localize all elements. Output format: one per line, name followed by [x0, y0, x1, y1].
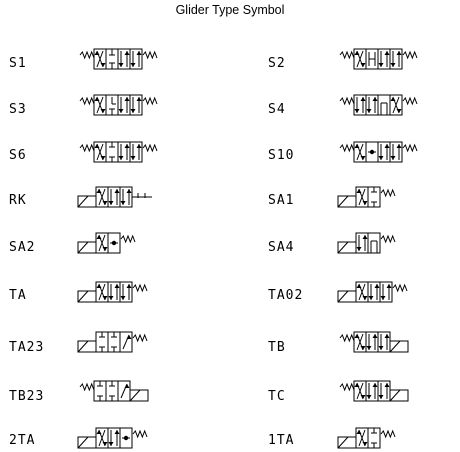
arrow-head	[119, 156, 124, 160]
label-sa4: SA4	[268, 240, 295, 255]
connect-dot	[112, 241, 116, 245]
spool-box-par	[118, 95, 130, 115]
label-2ta: 2TA	[9, 433, 36, 448]
symbol-tb	[338, 329, 448, 355]
symbol-ta02	[338, 279, 448, 305]
arrow-head	[391, 97, 396, 101]
arrow-head	[397, 144, 402, 148]
label-s3: S3	[9, 102, 27, 117]
symbol-sa1	[338, 184, 448, 210]
spring-actuator	[403, 98, 417, 104]
arrow-head	[125, 144, 130, 148]
arrow-head	[379, 63, 384, 67]
arrow-head	[387, 284, 392, 288]
symbol-tb23	[78, 378, 188, 404]
arrow-head	[125, 51, 130, 55]
arrow-head	[115, 430, 120, 434]
arrow-head	[355, 109, 360, 113]
spool-box-par	[378, 49, 390, 69]
spool-box-U	[378, 95, 390, 115]
solenoid-actuator-diagonal	[78, 196, 88, 207]
spring-actuator	[80, 52, 94, 58]
arrow-head	[367, 395, 372, 399]
label-sa2: SA2	[9, 240, 36, 255]
arrow-head	[357, 189, 362, 193]
diagram-title: Glider Type Symbol	[175, 3, 285, 17]
connect-dot	[124, 436, 128, 440]
spring-actuator	[143, 52, 157, 58]
arrow-head	[125, 97, 130, 101]
label-sa1: SA1	[268, 193, 295, 208]
arrow-head	[369, 296, 374, 300]
arrow-head	[137, 51, 142, 55]
symbol-1ta	[338, 425, 448, 451]
arrow-head	[355, 334, 360, 338]
spool-box-par	[378, 142, 390, 162]
arrow-head	[115, 284, 120, 288]
spring-actuator	[381, 236, 395, 242]
spring-actuator	[143, 98, 157, 104]
spring-actuator	[403, 52, 417, 58]
arrow-head	[385, 334, 390, 338]
symbol-s4	[338, 92, 448, 118]
arrow-head	[357, 430, 362, 434]
arrow-head	[103, 442, 108, 446]
spool-box-par	[356, 233, 368, 253]
arrow-head	[95, 144, 100, 148]
arrow-head	[119, 63, 124, 67]
arrow-head	[361, 156, 366, 160]
arrow-head	[127, 189, 132, 193]
spool-box-par	[378, 332, 390, 352]
spool-box-par	[366, 381, 378, 401]
spring-actuator	[133, 285, 147, 291]
arrow-head	[397, 51, 402, 55]
arrow-head	[355, 51, 360, 55]
spool-box-par	[108, 428, 120, 448]
spool-box-par	[130, 95, 142, 115]
arrow-head	[97, 189, 102, 193]
spool-box-par	[120, 282, 132, 302]
arrow-head	[101, 156, 106, 160]
spring-actuator	[143, 145, 157, 151]
arrow-head	[131, 109, 136, 113]
label-tc: TC	[268, 389, 286, 404]
spring-actuator	[340, 384, 354, 390]
symbol-tc	[338, 378, 448, 404]
symbol-ta23	[78, 329, 188, 355]
spring-actuator	[340, 335, 354, 341]
arrow-head	[115, 189, 120, 193]
symbol-sa4	[338, 230, 448, 256]
connect-dot	[370, 150, 374, 154]
spool-box-par	[108, 187, 120, 207]
arrow-head	[101, 109, 106, 113]
spool-box-U	[368, 233, 380, 253]
arrow-head	[127, 335, 132, 339]
arrow-head	[109, 201, 114, 205]
label-s10: S10	[268, 148, 295, 163]
arrow-head	[97, 430, 102, 434]
label-s6: S6	[9, 148, 27, 163]
arrow-head	[137, 144, 142, 148]
spring-actuator	[80, 98, 94, 104]
arrow-head	[109, 296, 114, 300]
arrow-head	[121, 296, 126, 300]
arrow-head	[131, 63, 136, 67]
arrow-head	[373, 97, 378, 101]
solenoid-actuator-diagonal	[78, 341, 88, 352]
solenoid-actuator-diagonal	[390, 390, 400, 401]
spool-box-par	[354, 95, 366, 115]
symbol-rk	[78, 184, 188, 210]
arrow-head	[355, 144, 360, 148]
arrow-head	[103, 201, 108, 205]
arrow-head	[363, 235, 368, 239]
solenoid-actuator-diagonal	[78, 437, 88, 448]
solenoid-actuator-diagonal	[338, 291, 348, 302]
spool-box-par	[390, 49, 402, 69]
arrow-head	[375, 284, 380, 288]
label-s4: S4	[268, 102, 286, 117]
label-tb: TB	[268, 340, 286, 355]
spool-box-par	[130, 142, 142, 162]
spool-box-par	[108, 282, 120, 302]
spool-box-par	[118, 49, 130, 69]
arrow-head	[103, 247, 108, 251]
spring-actuator	[381, 190, 395, 196]
label-ta23: TA23	[9, 340, 45, 355]
symbol-s6	[78, 139, 188, 165]
solenoid-actuator-diagonal	[338, 242, 348, 253]
spool-box-par	[366, 332, 378, 352]
spring-actuator	[393, 285, 407, 291]
spool-box-par	[390, 142, 402, 162]
symbol-sa2	[78, 230, 188, 256]
arrow-head	[127, 284, 132, 288]
arrow-head	[385, 383, 390, 387]
symbol-s2	[338, 46, 448, 72]
arrow-head	[373, 334, 378, 338]
spool-box-par	[118, 142, 130, 162]
spring-actuator	[403, 145, 417, 151]
arrow-head	[125, 384, 130, 388]
arrow-head	[361, 395, 366, 399]
arrow-head	[385, 51, 390, 55]
arrow-head	[95, 51, 100, 55]
arrow-head	[119, 109, 124, 113]
symbol-s1	[78, 46, 188, 72]
spring-actuator	[133, 335, 147, 341]
arrow-head	[363, 442, 368, 446]
spring-actuator	[381, 431, 395, 437]
arrow-head	[97, 284, 102, 288]
arrow-head	[137, 97, 142, 101]
arrow-head	[361, 346, 366, 350]
arrow-head	[357, 247, 362, 251]
arrow-head	[357, 284, 362, 288]
arrow-head	[379, 346, 384, 350]
arrow-head	[361, 97, 366, 101]
spring-actuator	[340, 98, 354, 104]
arrow-head	[101, 63, 106, 67]
arrow-head	[361, 63, 366, 67]
solenoid-actuator-diagonal	[338, 196, 348, 207]
arrow-head	[379, 395, 384, 399]
symbol-s10	[338, 139, 448, 165]
arrow-head	[97, 235, 102, 239]
spring-actuator	[340, 145, 354, 151]
label-ta02: TA02	[268, 288, 304, 303]
label-s1: S1	[9, 56, 27, 71]
spool-box-par	[120, 187, 132, 207]
spool-box-par	[378, 381, 390, 401]
arrow-head	[363, 201, 368, 205]
arrow-head	[367, 346, 372, 350]
spring-actuator	[80, 384, 94, 390]
arrow-head	[95, 97, 100, 101]
spool-box-par	[368, 282, 380, 302]
arrow-head	[355, 383, 360, 387]
label-1ta: 1TA	[268, 433, 295, 448]
spring-actuator	[133, 431, 147, 437]
spool-box-par	[366, 95, 378, 115]
label-s2: S2	[268, 56, 286, 71]
spring-actuator	[80, 145, 94, 151]
spool-box-par	[380, 282, 392, 302]
arrow-head	[367, 109, 372, 113]
arrow-head	[385, 144, 390, 148]
spool-box-par	[130, 49, 142, 69]
arrow-head	[381, 296, 386, 300]
arrow-head	[363, 296, 368, 300]
label-tb23: TB23	[9, 389, 45, 404]
solenoid-actuator-diagonal	[78, 291, 88, 302]
solenoid-actuator-diagonal	[78, 242, 88, 253]
spring-actuator	[340, 52, 354, 58]
solenoid-actuator-diagonal	[338, 437, 348, 448]
arrow-head	[379, 156, 384, 160]
arrow-head	[391, 63, 396, 67]
arrow-head	[121, 201, 126, 205]
arrow-head	[373, 383, 378, 387]
arrow-head	[391, 156, 396, 160]
label-ta: TA	[9, 288, 27, 303]
symbol-s3	[78, 92, 188, 118]
arrow-head	[131, 156, 136, 160]
solenoid-actuator-diagonal	[390, 341, 400, 352]
symbol-ta	[78, 279, 188, 305]
symbol-2ta	[78, 425, 188, 451]
arrow-head	[109, 442, 114, 446]
arrow-head	[103, 296, 108, 300]
arrow-head	[397, 109, 402, 113]
spring-actuator	[121, 236, 135, 242]
label-rk: RK	[9, 193, 27, 208]
solenoid-actuator-diagonal	[130, 390, 140, 401]
